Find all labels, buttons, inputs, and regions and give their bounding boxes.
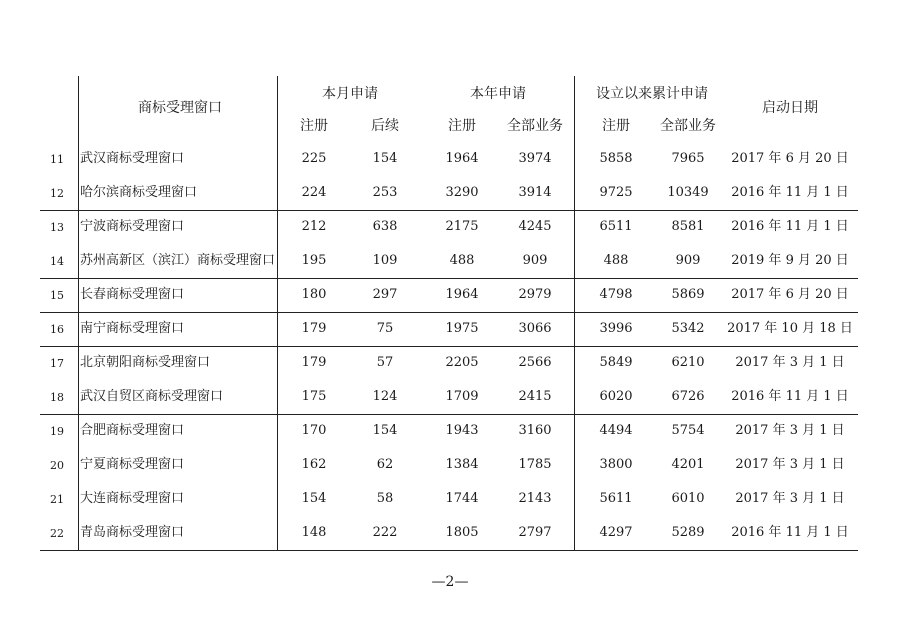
- header-subcolumn: 全部业务: [507, 118, 563, 134]
- table-vertical-rule: [277, 76, 278, 550]
- row-cumulative-register: 5858: [599, 151, 633, 166]
- header-year-group: 本年申请: [470, 86, 526, 102]
- row-year-register: 1964: [445, 151, 479, 166]
- row-start-date: 2017 年 10 月 18 日: [727, 321, 853, 336]
- row-index: 17: [50, 357, 64, 370]
- header-start-date: 启动日期: [762, 100, 818, 116]
- row-year-register: 1964: [445, 287, 479, 302]
- row-index: 21: [50, 493, 64, 506]
- row-month-followup: 124: [372, 389, 398, 404]
- row-start-date: 2016 年 11 月 1 日: [731, 525, 849, 540]
- row-month-followup: 253: [372, 185, 398, 200]
- row-index: 20: [50, 459, 64, 472]
- row-cumulative-all: 8581: [671, 219, 705, 234]
- row-index: 19: [50, 425, 64, 438]
- row-cumulative-all: 7965: [671, 151, 705, 166]
- row-year-all: 2415: [518, 389, 552, 404]
- row-year-register: 1943: [445, 423, 479, 438]
- row-year-all: 909: [522, 253, 548, 268]
- row-month-followup: 58: [376, 491, 394, 506]
- row-window-name: 南宁商标受理窗口: [80, 321, 185, 336]
- header-subcolumn: 注册: [448, 118, 476, 134]
- header-subcolumn: 全部业务: [660, 118, 716, 134]
- row-month-register: 195: [301, 253, 327, 268]
- row-year-all: 3066: [518, 321, 552, 336]
- row-month-followup: 297: [372, 287, 398, 302]
- row-month-followup: 154: [372, 423, 398, 438]
- row-window-name: 合肥商标受理窗口: [80, 423, 185, 438]
- row-year-all: 2979: [518, 287, 552, 302]
- table-vertical-rule: [78, 76, 79, 550]
- header-subcolumn: 后续: [371, 118, 399, 134]
- row-cumulative-all: 909: [675, 253, 701, 268]
- row-cumulative-all: 6210: [671, 355, 705, 370]
- row-month-register: 154: [301, 491, 327, 506]
- row-start-date: 2016 年 11 月 1 日: [731, 389, 849, 404]
- group-separator-rule: [40, 210, 858, 211]
- row-month-register: 224: [301, 185, 327, 200]
- row-month-followup: 75: [376, 321, 394, 336]
- row-window-name: 苏州高新区（滨江）商标受理窗口: [80, 253, 276, 268]
- row-year-all: 2797: [518, 525, 552, 540]
- row-month-register: 225: [301, 151, 327, 166]
- row-start-date: 2017 年 3 月 1 日: [735, 491, 845, 506]
- row-month-register: 180: [301, 287, 327, 302]
- header-subcolumn: 注册: [300, 118, 328, 134]
- row-index: 18: [50, 391, 64, 404]
- row-cumulative-register: 3800: [599, 457, 633, 472]
- row-month-register: 212: [301, 219, 327, 234]
- group-separator-rule: [40, 346, 858, 347]
- table-vertical-rule: [574, 76, 575, 550]
- row-cumulative-register: 488: [603, 253, 629, 268]
- row-index: 11: [50, 153, 64, 166]
- row-start-date: 2017 年 3 月 1 日: [735, 457, 845, 472]
- row-year-register: 1384: [445, 457, 479, 472]
- row-year-register: 3290: [445, 185, 479, 200]
- page-number: —2—: [431, 574, 469, 590]
- row-window-name: 北京朝阳商标受理窗口: [80, 355, 211, 370]
- group-separator-rule: [40, 312, 858, 313]
- row-cumulative-all: 5342: [671, 321, 705, 336]
- row-index: 16: [50, 323, 64, 336]
- row-window-name: 宁波商标受理窗口: [80, 219, 185, 234]
- row-year-all: 2143: [518, 491, 552, 506]
- row-year-all: 3160: [518, 423, 552, 438]
- row-month-followup: 57: [376, 355, 394, 370]
- row-index: 14: [50, 255, 64, 268]
- row-cumulative-all: 5289: [671, 525, 705, 540]
- row-window-name: 大连商标受理窗口: [80, 491, 185, 506]
- row-year-register: 488: [449, 253, 475, 268]
- row-month-register: 179: [301, 355, 327, 370]
- row-cumulative-register: 6511: [599, 219, 633, 234]
- row-year-all: 4245: [518, 219, 552, 234]
- row-year-all: 3974: [518, 151, 552, 166]
- row-window-name: 哈尔滨商标受理窗口: [80, 185, 198, 200]
- row-cumulative-register: 9725: [599, 185, 633, 200]
- row-window-name: 武汉自贸区商标受理窗口: [80, 389, 224, 404]
- row-cumulative-register: 5849: [599, 355, 633, 370]
- row-cumulative-all: 5869: [671, 287, 705, 302]
- row-cumulative-all: 6726: [671, 389, 705, 404]
- row-month-register: 175: [301, 389, 327, 404]
- row-window-name: 长春商标受理窗口: [80, 287, 185, 302]
- row-cumulative-register: 4798: [599, 287, 633, 302]
- row-month-followup: 222: [372, 525, 398, 540]
- header-cumulative-group: 设立以来累计申请: [596, 86, 708, 102]
- row-month-register: 148: [301, 525, 327, 540]
- row-index: 15: [50, 289, 64, 302]
- group-separator-rule: [40, 278, 858, 279]
- row-month-followup: 154: [372, 151, 398, 166]
- header-month-group: 本月申请: [322, 86, 378, 102]
- row-cumulative-all: 6010: [671, 491, 705, 506]
- row-cumulative-all: 5754: [671, 423, 705, 438]
- row-index: 22: [50, 527, 64, 540]
- row-start-date: 2017 年 3 月 1 日: [735, 355, 845, 370]
- row-window-name: 武汉商标受理窗口: [80, 151, 185, 166]
- row-month-followup: 109: [372, 253, 398, 268]
- row-year-register: 2175: [445, 219, 479, 234]
- row-year-register: 1744: [445, 491, 479, 506]
- group-separator-rule: [40, 550, 858, 551]
- row-cumulative-register: 5611: [599, 491, 633, 506]
- row-window-name: 青岛商标受理窗口: [80, 525, 185, 540]
- row-year-register: 1975: [445, 321, 479, 336]
- row-month-register: 179: [301, 321, 327, 336]
- row-cumulative-register: 4494: [599, 423, 633, 438]
- header-subcolumn: 注册: [602, 118, 630, 134]
- row-cumulative-all: 10349: [667, 185, 709, 200]
- row-cumulative-register: 3996: [599, 321, 633, 336]
- row-month-followup: 62: [376, 457, 394, 472]
- row-start-date: 2017 年 3 月 1 日: [735, 423, 845, 438]
- row-year-all: 1785: [518, 457, 552, 472]
- row-year-register: 1709: [445, 389, 479, 404]
- row-year-all: 2566: [518, 355, 552, 370]
- row-month-followup: 638: [372, 219, 398, 234]
- row-window-name: 宁夏商标受理窗口: [80, 457, 185, 472]
- row-start-date: 2016 年 11 月 1 日: [731, 185, 849, 200]
- row-index: 13: [50, 221, 64, 234]
- row-year-all: 3914: [518, 185, 552, 200]
- row-cumulative-register: 6020: [599, 389, 633, 404]
- row-index: 12: [50, 187, 64, 200]
- header-window-label: 商标受理窗口: [138, 100, 222, 116]
- row-year-register: 1805: [445, 525, 479, 540]
- row-start-date: 2017 年 6 月 20 日: [731, 287, 849, 302]
- row-year-register: 2205: [445, 355, 479, 370]
- row-start-date: 2016 年 11 月 1 日: [731, 219, 849, 234]
- row-month-register: 162: [301, 457, 327, 472]
- row-start-date: 2017 年 6 月 20 日: [731, 151, 849, 166]
- row-month-register: 170: [301, 423, 327, 438]
- row-cumulative-register: 4297: [599, 525, 633, 540]
- group-separator-rule: [40, 414, 858, 415]
- row-start-date: 2019 年 9 月 20 日: [731, 253, 849, 268]
- row-cumulative-all: 4201: [671, 457, 705, 472]
